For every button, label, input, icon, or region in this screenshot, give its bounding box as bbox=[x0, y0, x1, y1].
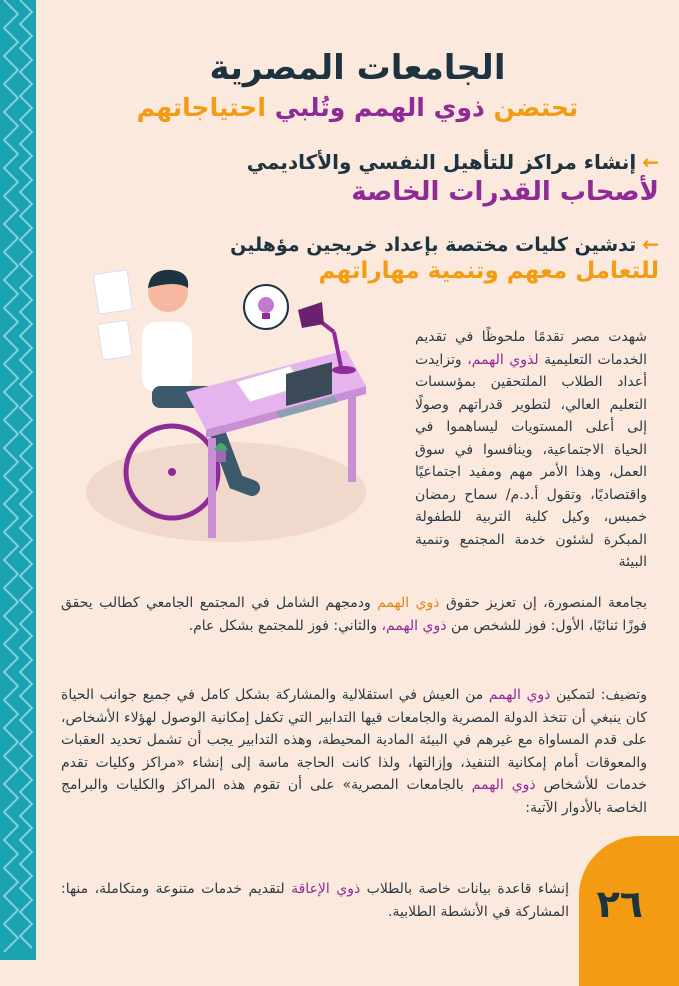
subtitle-part3: وتُلبي bbox=[274, 93, 346, 122]
page-number: ٢٦ bbox=[596, 882, 643, 926]
highlight-1-line1: ←إنشاء مراكز للتأهيل النفسي والأكاديمي bbox=[246, 150, 659, 174]
paragraph-3: وتضيف: لتمكين ذوي الهمم من العيش في استقلالية والمشاركة بشكل كامل في جميع جوانب الحياة كان ينبغي أن تتخذ الدولة المصرية والجامعات فيها التدابير التي تكفل إمكانية الوصول لهؤلاء الأشخاص، على قدم المساواة مع غيرهم في البيئة المادية المحيطة، وهذه التدابير يجب أن تشمل تحديد العقبات والمعوقات أمام إمكانية التنفيذ، وإزالتها، ولذا كانت الحاجة ماسة إلى إنشاء «مراكز وكليات تقدم خدمات للأشخاص ذوي الهمم بالجامعات المصرية» على أن تقوم هذه المراكز والكليات والبرامج الخاصة بالأدوار الآتية: bbox=[61, 687, 648, 816]
keyword-highlight: ذوي الإعاقة bbox=[291, 881, 361, 897]
subtitle-part4: احتياجاتهم bbox=[136, 93, 266, 122]
decorative-border bbox=[0, 0, 36, 960]
page-subtitle bbox=[36, 93, 679, 122]
paragraph-1: شهدت مصر تقدمًا ملحوظًا في تقديم الخدمات التعليمية لذوي الهمم، وتزايدت أعداد الطلاب الملتحقين بمؤسسات التعليم العالي، لتطوير قدراتهم وصولًا إلى أعلى المستويات ليساهموا في الحياة الاجتماعية، وينافسوا في سوق العمل، وهذا الأمر مهم ومفيد اجتماعيًا واقتصاديًا، وتقول أ.د.م/ سماح رمضان خميس، وكيل كلية التربية للطفولة المبكرة لشئون خدمة المجتمع وتنمية البيئة bbox=[415, 329, 647, 570]
highlight-1-line2: لأصحاب القدرات الخاصة bbox=[351, 177, 659, 207]
paragraph-2: بجامعة المنصورة، إن تعزيز حقوق ذوي الهمم ودمجهم الشامل في المجتمع الجامعي كطالب يحقق فوزًا ثنائيًا، الأول: فوز للشخص من ذوي الهمم، والثاني: فوز للمجتمع بشكل عام. bbox=[61, 595, 648, 634]
keyword-highlight: ذوي الهمم bbox=[377, 595, 440, 611]
keyword-highlight: ذوي الهمم، bbox=[381, 617, 447, 634]
arrow-left-icon: ← bbox=[642, 150, 659, 174]
article-page bbox=[36, 0, 679, 960]
paragraph-4: إنشاء قاعدة بيانات خاصة بالطلاب ذوي الإعاقة لتقديم خدمات متنوعة ومتكاملة، منها: المشاركة في الأنشطة الطلابية. bbox=[61, 881, 569, 920]
keyword-highlight: ذوي الهمم bbox=[471, 777, 536, 793]
keyword-highlight: ذوي الهمم bbox=[488, 687, 551, 703]
student-wheelchair-illustration bbox=[76, 262, 376, 562]
arrow-left-icon: ← bbox=[642, 232, 659, 256]
subtitle-keyword: ذوي الهمم bbox=[354, 93, 485, 122]
subtitle-part1: تحتضن bbox=[493, 93, 579, 122]
highlight-2-line1: ←تدشين كليات مختصة بإعداد خريجين مؤهلين bbox=[230, 232, 659, 256]
highlight-2-line2: للتعامل معهم وتنمية مهاراتهم bbox=[318, 258, 659, 284]
page-title: الجامعات المصرية bbox=[209, 48, 506, 88]
keyword-highlight: لذوي الهمم، bbox=[467, 351, 539, 368]
